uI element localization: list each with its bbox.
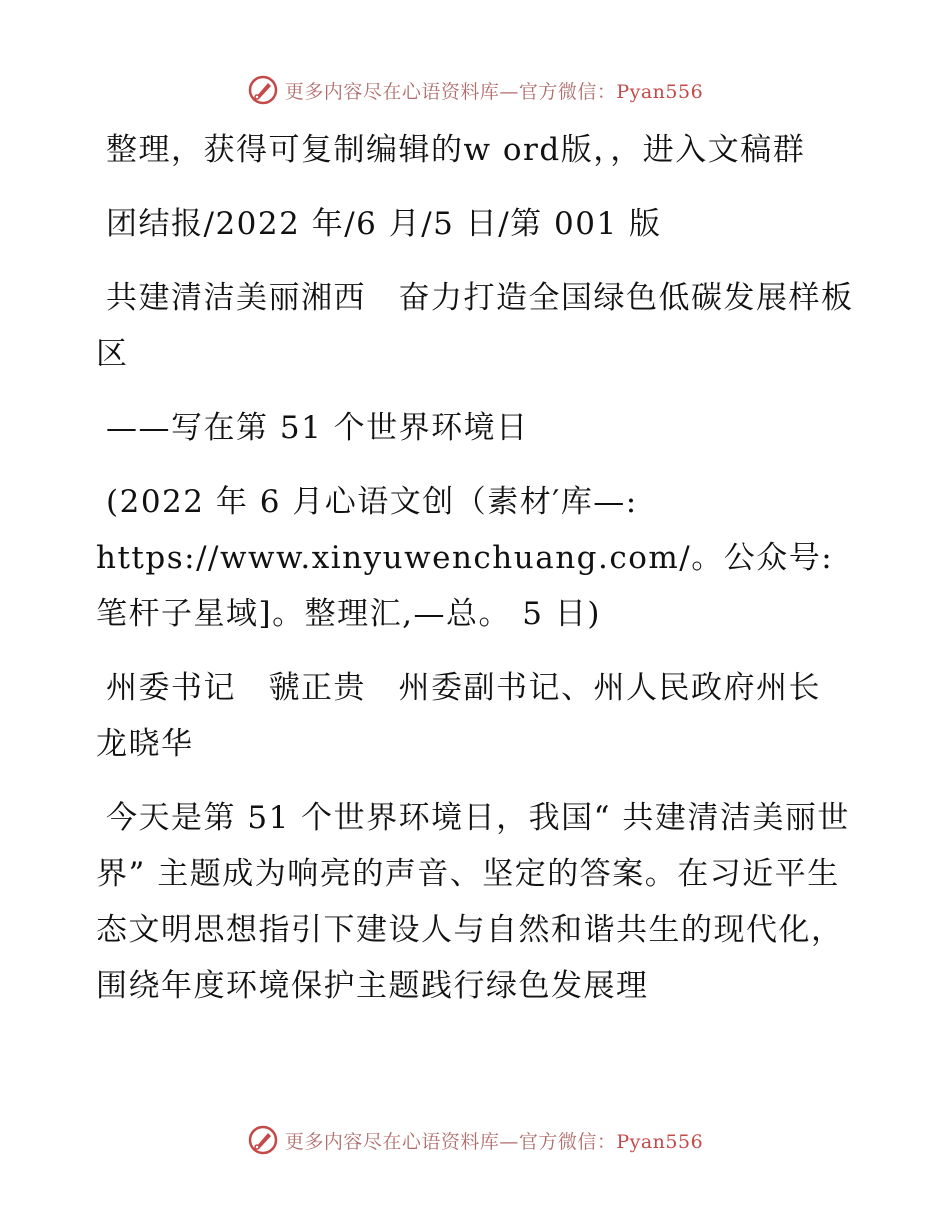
author-line: 州委书记 虢正贵 州委副书记、州人民政府州长 龙晓华: [96, 670, 854, 762]
body-paragraph: 今天是第 51 个世界环境日，我国“ 共建清洁美丽世界” 主题成为响亮的声音、坚定的答案。在习近平生态文明思想指引下建设人与自然和谐共生的现代化，围绕年度环境保护主题践行绿色发展理: [96, 800, 850, 1004]
article-body: [96, 122, 856, 1032]
source-line: 团结报/2022 年/6 月/5 日/第 001 版: [106, 206, 662, 242]
pen-nib-logo-icon: [247, 74, 279, 106]
article-subtitle: ——写在第 51 个世界环境日: [106, 410, 529, 446]
header-wechat-id: Pyan556: [616, 80, 704, 103]
article-title: 共建清洁美丽湘西 奋力打造全国绿色低碳发展样板区: [96, 280, 854, 372]
header-banner-text: 更多内容尽在心语资料库—官方微信：Pyan556: [284, 80, 704, 103]
footer-wechat-id: Pyan556: [616, 1130, 704, 1153]
source-note: (2022 年 6 月心语文创（素材′库—: https://www.xinyuwenchuang.com/。公众号: 笔杆子星域]。整理汇,—总。 5 日): [96, 484, 834, 632]
footer-banner: [0, 1120, 950, 1160]
header-banner: [0, 70, 950, 110]
footer-banner-text: 更多内容尽在心语资料库—官方微信：Pyan556: [284, 1130, 704, 1153]
pen-nib-logo-icon: [247, 1124, 279, 1156]
intro-line: 整理，获得可复制编辑的w ord版，，进入文稿群: [106, 132, 806, 168]
